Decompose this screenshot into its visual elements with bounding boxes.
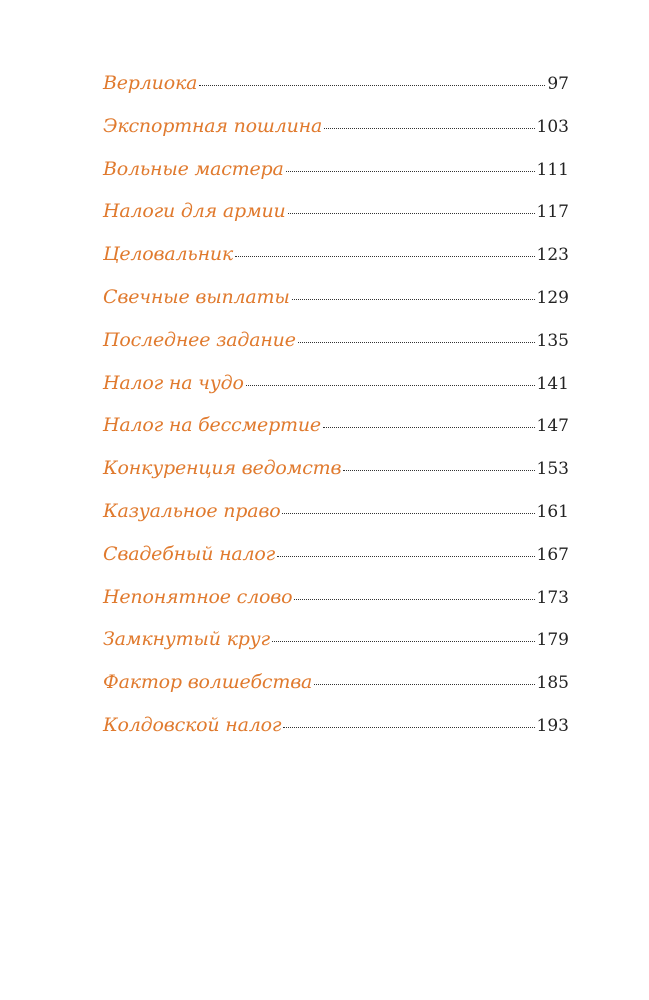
toc-entry-page: 147 bbox=[536, 416, 569, 437]
table-of-contents bbox=[103, 68, 569, 753]
dot-leader bbox=[294, 599, 534, 600]
toc-entry-page: 117 bbox=[536, 202, 569, 223]
toc-entry[interactable] bbox=[103, 667, 569, 710]
dot-leader bbox=[277, 556, 534, 557]
toc-entry-page: 141 bbox=[536, 373, 569, 394]
toc-entry[interactable] bbox=[103, 582, 569, 625]
toc-entry-page: 153 bbox=[536, 459, 569, 480]
toc-entry[interactable] bbox=[103, 368, 569, 411]
dot-leader bbox=[282, 513, 534, 514]
toc-entry[interactable] bbox=[103, 624, 569, 667]
toc-entry-page: 185 bbox=[536, 673, 569, 694]
toc-entry-title: Казуальное право bbox=[103, 499, 281, 522]
toc-entry[interactable] bbox=[103, 239, 569, 282]
dot-leader bbox=[235, 256, 534, 257]
toc-entry-page: 97 bbox=[547, 74, 569, 94]
toc-entry-title: Налоги для армии bbox=[103, 200, 286, 223]
toc-entry-title: Свадебный налог bbox=[103, 542, 276, 565]
toc-entry-title: Целовальник bbox=[103, 243, 234, 266]
dot-leader bbox=[298, 342, 535, 343]
dot-leader bbox=[286, 171, 535, 172]
toc-entry[interactable] bbox=[103, 453, 569, 496]
toc-entry[interactable] bbox=[103, 68, 569, 111]
toc-entry-page: 179 bbox=[536, 630, 569, 651]
toc-entry-title: Вольные мастера bbox=[103, 157, 284, 180]
toc-entry-title: Верлиока bbox=[103, 72, 198, 94]
toc-entry-title: Конкуренция ведомств bbox=[103, 457, 342, 480]
toc-entry-page: 173 bbox=[536, 587, 569, 608]
toc-entry[interactable] bbox=[103, 282, 569, 325]
toc-entry-page: 111 bbox=[536, 159, 569, 180]
toc-entry-title: Колдовской налог bbox=[103, 713, 282, 736]
dot-leader bbox=[288, 213, 535, 214]
toc-entry-page: 167 bbox=[536, 544, 569, 565]
toc-entry[interactable] bbox=[103, 325, 569, 368]
toc-entry[interactable] bbox=[103, 710, 569, 753]
dot-leader bbox=[292, 299, 535, 300]
toc-entry-title: Замкнутый круг bbox=[103, 628, 270, 651]
toc-entry[interactable] bbox=[103, 539, 569, 582]
dot-leader bbox=[272, 641, 535, 642]
toc-entry-page: 103 bbox=[536, 116, 569, 137]
dot-leader bbox=[283, 727, 534, 728]
toc-entry-page: 123 bbox=[536, 245, 569, 266]
toc-entry-page: 193 bbox=[536, 715, 569, 736]
toc-entry-page: 129 bbox=[536, 287, 569, 308]
toc-entry-page: 161 bbox=[536, 501, 569, 522]
dot-leader bbox=[314, 684, 534, 685]
toc-entry[interactable] bbox=[103, 111, 569, 154]
toc-entry-page: 135 bbox=[536, 330, 569, 351]
dot-leader bbox=[323, 427, 535, 428]
toc-entry[interactable] bbox=[103, 154, 569, 197]
dot-leader bbox=[246, 385, 535, 386]
toc-entry[interactable] bbox=[103, 196, 569, 239]
dot-leader bbox=[324, 128, 534, 129]
toc-entry-title: Фактор волшебства bbox=[103, 671, 313, 694]
toc-entry-title: Налог на чудо bbox=[103, 371, 244, 394]
toc-entry-title: Налог на бессмертие bbox=[103, 414, 321, 437]
dot-leader bbox=[199, 85, 545, 86]
toc-entry-title: Непонятное слово bbox=[103, 585, 293, 608]
toc-entry-title: Экспортная пошлина bbox=[103, 114, 323, 137]
toc-entry-title: Последнее задание bbox=[103, 328, 296, 351]
toc-entry[interactable] bbox=[103, 496, 569, 539]
dot-leader bbox=[343, 470, 534, 471]
toc-entry-title: Свечные выплаты bbox=[103, 285, 290, 308]
toc-entry[interactable] bbox=[103, 410, 569, 453]
